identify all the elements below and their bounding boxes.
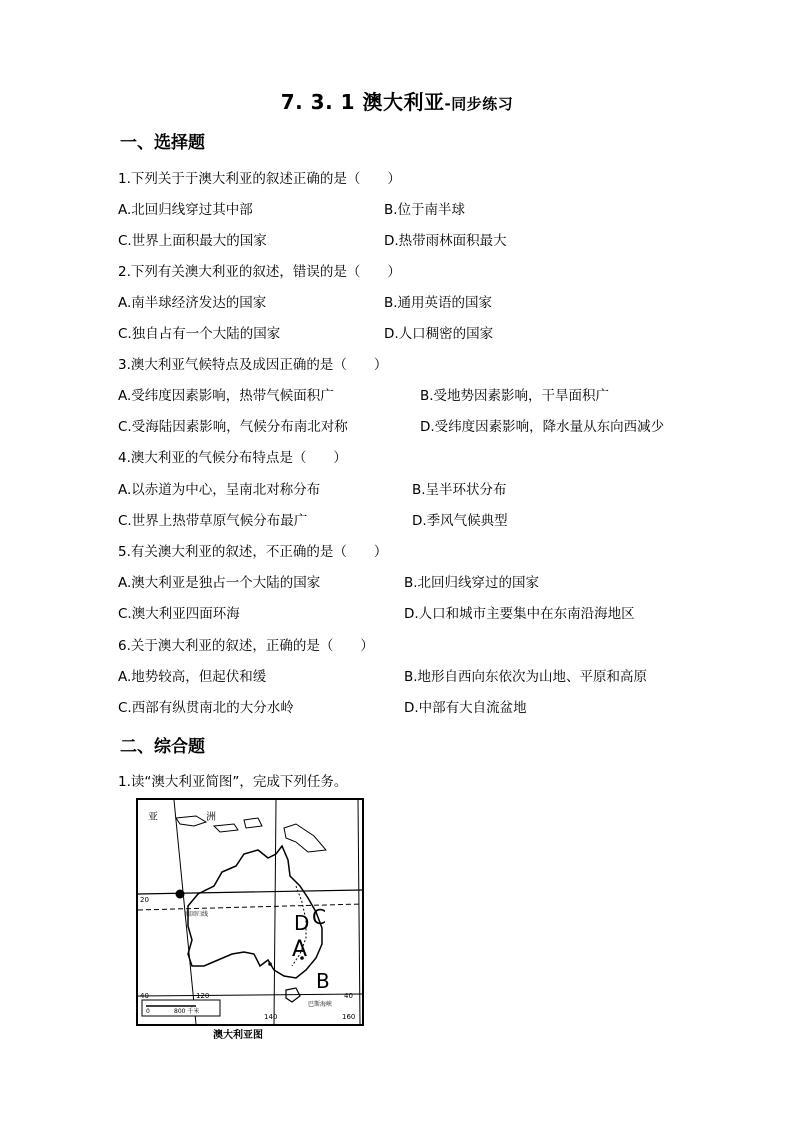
comprehensive-question-1: 1.读“澳大利亚简图”，完成下列任务。 xyxy=(118,774,348,790)
question-5-option-a: A.澳大利亚是独占一个大陆的国家 xyxy=(118,575,321,591)
scale-zero: 0 xyxy=(146,1008,150,1015)
question-4-option-a: A.以赤道为中心，呈南北对称分布 xyxy=(118,482,321,498)
question-3-stem: 3.澳大利亚气候特点及成因正确的是（ ） xyxy=(118,357,388,373)
map-label-tropic: 南回归线 xyxy=(184,911,209,918)
title-sub: -同步练习 xyxy=(444,95,514,113)
map-label-lat-40-right: 40 xyxy=(344,992,353,1000)
map-label-bass-strait: 巴斯海峡 xyxy=(308,1001,333,1008)
question-5-stem: 5.有关澳大利亚的叙述，不正确的是（ ） xyxy=(118,544,388,560)
city-dot-small xyxy=(268,962,272,966)
map-label-lat-20: 20 xyxy=(140,896,149,904)
question-2-option-a: A.南半球经济发达的国家 xyxy=(118,295,267,311)
map-label-lon-140: 140 xyxy=(264,1013,278,1021)
question-6-option-b: B.地形自西向东依次为山地、平原和高原 xyxy=(404,669,648,685)
map-letter-a: A xyxy=(292,937,308,962)
question-3-option-b: B.受地势因素影响，干旱面积广 xyxy=(420,388,610,404)
question-4-stem: 4.澳大利亚的气候分布特点是（ ） xyxy=(118,450,347,466)
question-1-stem: 1.下列关于于澳大利亚的叙述正确的是（ ） xyxy=(118,171,401,187)
question-6-option-c: C.西部有纵贯南北的大分水岭 xyxy=(118,700,294,716)
map-letter-c: C xyxy=(312,905,326,929)
question-6-stem: 6.关于澳大利亚的叙述，正确的是（ ） xyxy=(118,638,374,654)
question-3-option-a: A.受纬度因素影响，热带气候面积广 xyxy=(118,388,334,404)
title-main: 7. 3. 1 澳大利亚 xyxy=(280,90,445,114)
map-label-zhou: 洲 xyxy=(206,812,216,823)
map-label-lon-120: 120 xyxy=(196,992,210,1000)
question-6-option-a: A.地势较高，但起伏和缓 xyxy=(118,669,267,685)
question-4-option-c: C.世界上热带草原气候分布最广 xyxy=(118,513,308,529)
question-2-stem: 2.下列有关澳大利亚的叙述，错误的是（ ） xyxy=(118,264,401,280)
question-6-option-d: D.中部有大自流盆地 xyxy=(404,700,527,716)
scale-text: 800 千米 xyxy=(174,1008,200,1015)
question-1-option-c: C.世界上面积最大的国家 xyxy=(118,233,267,249)
map-label-asia: 亚 xyxy=(148,812,158,823)
question-3-option-c: C.受海陆因素影响，气候分布南北对称 xyxy=(118,419,348,435)
city-dot xyxy=(176,890,185,899)
map-letter-d: D xyxy=(294,911,310,935)
section-comprehensive-heading: 二、综合题 xyxy=(120,737,205,757)
question-2-option-c: C.独自占有一个大陆的国家 xyxy=(118,326,281,342)
question-1-option-d: D.热带雨林面积最大 xyxy=(384,233,507,249)
question-5-option-c: C.澳大利亚四面环海 xyxy=(118,606,240,622)
question-5-option-d: D.人口和城市主要集中在东南沿海地区 xyxy=(404,606,635,622)
question-3-option-d: D.受纬度因素影响，降水量从东向西减少 xyxy=(420,419,665,435)
map-label-lat-40: 40 xyxy=(140,992,149,1000)
question-4-option-b: B.呈半环状分布 xyxy=(412,482,507,498)
australia-map xyxy=(136,798,364,1026)
question-4-option-d: D.季风气候典型 xyxy=(412,513,508,529)
map-letter-b: B xyxy=(316,969,330,993)
map-label-lon-160: 160 xyxy=(342,1013,356,1021)
page-title xyxy=(0,86,794,115)
question-5-option-b: B.北回归线穿过的国家 xyxy=(404,575,540,591)
map-caption: 澳大利亚图 xyxy=(213,1030,263,1041)
section-choice-heading: 一、选择题 xyxy=(120,133,205,153)
question-1-option-b: B.位于南半球 xyxy=(384,202,466,218)
question-2-option-d: D.人口稠密的国家 xyxy=(384,326,494,342)
question-2-option-b: B.通用英语的国家 xyxy=(384,295,493,311)
question-1-option-a: A.北回归线穿过其中部 xyxy=(118,202,253,218)
